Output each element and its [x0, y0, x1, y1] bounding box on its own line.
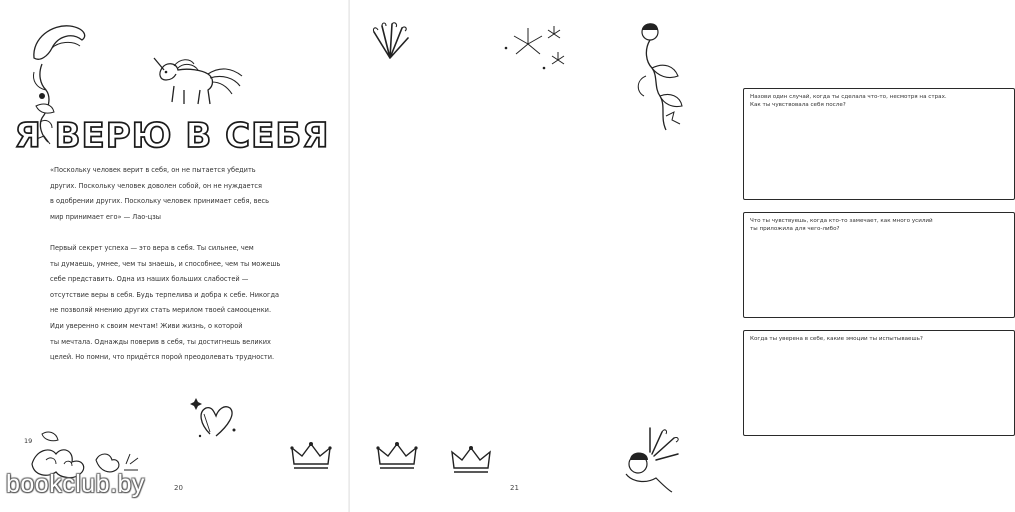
page-title-text: Я ВЕРЮ В СЕБЯ: [14, 116, 330, 156]
question-line: ты приложила для чего-либо?: [750, 226, 840, 232]
ribbon-number: 19: [24, 437, 33, 445]
text-line: ты думаешь, умнее, чем ты знаешь, и способнее, чем ты можешь: [50, 259, 281, 268]
girl-flower-illustration: [630, 16, 690, 140]
unicorn-illustration: [148, 48, 248, 114]
text-line: себе представить. Одна из наших больших слабостей —: [50, 275, 249, 284]
crown-illustration: [448, 444, 494, 482]
stars-illustration: [498, 24, 568, 78]
right-page: [350, 0, 947, 512]
text-line: Первый секрет успеха — это вера в себя. Ты сильнее, чем: [50, 244, 254, 252]
text-line: целей. Но помни, что придётся порой преодолевать трудности.: [50, 353, 275, 362]
question-text-1: [750, 93, 998, 109]
text-line: отсутствие веры в себя. Будь терпелива и добра к себе. Никогда: [50, 290, 280, 299]
page-title: [14, 112, 330, 156]
text-line: других. Поскольку человек доволен собой, он не нуждается: [50, 181, 263, 190]
question-line: Назови один случай, когда ты сделала что-то, несмотря на страх.: [750, 94, 947, 100]
crown-illustration: [288, 440, 334, 478]
question-text-2: [750, 217, 998, 233]
question-text-3: [750, 335, 998, 343]
page-number-left: 20: [174, 484, 183, 492]
text-line: ты мечтала. Однажды поверив в себя, ты достигнешь великих: [50, 337, 271, 346]
answer-box-1[interactable]: [743, 88, 1015, 200]
question-line: Когда ты уверена в себе, какие эмоции ты испытываешь?: [750, 336, 923, 342]
body-paragraph: [50, 241, 300, 366]
answer-box-3[interactable]: [743, 330, 1015, 436]
leaf-fan-illustration: [370, 22, 410, 66]
question-line: Что ты чувствуешь, когда кто-то замечает, как много усилий: [750, 218, 933, 224]
watermark-text: bookclub.by: [6, 470, 145, 498]
crown-illustration: [374, 440, 420, 478]
question-line: Как ты чувствовала себя после?: [750, 102, 846, 108]
text-line: «Поскольку человек верит в себя, он не пытается убедить: [50, 166, 256, 174]
page-number-right: 21: [510, 484, 519, 492]
quote-paragraph: [50, 163, 300, 225]
left-page: [0, 0, 350, 512]
girl-leaves-illustration: [612, 424, 682, 498]
text-line: Иди уверенно к своим мечтам! Живи жизнь, о которой: [50, 321, 243, 330]
answer-box-2[interactable]: [743, 212, 1015, 318]
text-line: мир принимает его» — Лао-цзы: [50, 212, 161, 221]
text-line: в одобрении других. Поскольку человек принимает себя, весь: [50, 197, 270, 206]
text-line: не позволяй мнению других стать мерилом твоей самооценки.: [50, 306, 272, 315]
heart-sparkles-illustration: [190, 396, 240, 446]
